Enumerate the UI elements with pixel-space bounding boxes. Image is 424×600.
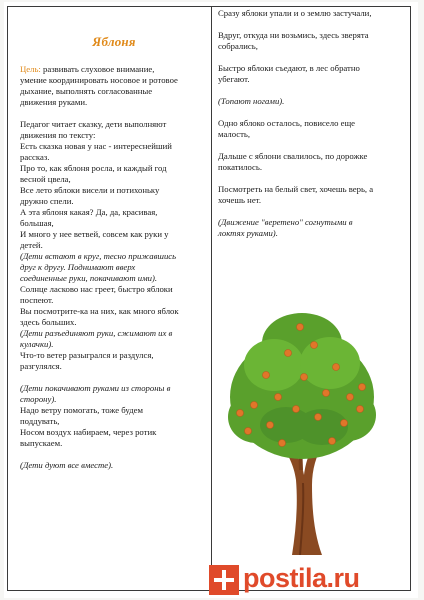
apple-tree-illustration	[226, 305, 378, 555]
column-divider	[211, 6, 212, 590]
story-line: Быстро яблоки съедают, в лес обратно	[218, 63, 360, 73]
document-title: Яблоня	[92, 34, 136, 49]
story-line: Одно яблоко осталось, повисело еще	[218, 118, 356, 128]
tree-crown	[228, 313, 376, 459]
story-line: Посмотреть на белый свет, хочешь верь, а	[218, 184, 374, 194]
stage-direction: (Топают ногами).	[218, 96, 285, 106]
story-line: Сразу яблоки упали и о землю застучали,	[218, 8, 372, 18]
goal-paragraph: Цель: развивать слуховое внимание,	[20, 64, 155, 74]
story-line: Вдруг, откуда ни возьмись, здесь зверята	[218, 30, 369, 40]
story-line: Дальше с яблони свалилось, по дорожке	[218, 151, 368, 161]
stage-direction: (Дети разъединяют руки, сжимают их в	[20, 328, 173, 338]
watermark-text: postila.ru	[243, 563, 360, 593]
stage-direction: (Дети дуют все вместе).	[20, 460, 114, 470]
left-column: Яблоня Цель: развивать слуховое внимание, умение координировать носовое и ротовое дыхание, выполнять согласованные движения руками. Педагог читает сказку, дети выполняют движения по тексту: Есть сказка новая у нас - интереснейший рассказ. Про то, как яблоня росла, и каждый год весной цвела, Все лето яблоки висели и потихоньку дружно спели. А эта яблоня какая? Да, да, красивая, большая, И много у нее ветвей, совсем как руки у детей. (Дети встают в круг, тесно прижавшись друг к другу. Поднимают вверх соединенные руки, покачивают ими). Солнце ласково нас греет, быстро яблоки поспеют. Вы посмотрите-ка на них, как много яблок здесь больших. (Дети разъединяют руки, сжимают их в кулачки). Что-то ветер разыгрался и раздулся, разгулялся. (Дети покачивают руками из стороны в сторону). Надо ветру помогать, тоже будем поддувать, Носом воздух набираем, через ротик выпускаем. (Дети дуют все вместе).	[20, 8, 208, 588]
stage-direction: (Дети покачивают руками из стороны в	[20, 383, 171, 393]
goal-label: Цель:	[20, 64, 41, 74]
story-line: Есть сказка новая у нас - интереснейший	[20, 141, 172, 151]
story-line: Надо ветру помогать, тоже будем	[20, 405, 143, 415]
story-line: Солнце ласково нас греет, быстро яблоки	[20, 284, 173, 294]
intro-line: Педагог читает сказку, дети выполняют	[20, 119, 167, 129]
story-line: Что-то ветер разыгрался и раздулся,	[20, 350, 154, 360]
watermark-plus-icon	[209, 565, 239, 595]
stage-direction: (Дети встают в круг, тесно прижавшись	[20, 251, 177, 261]
stage-direction: (Движение "веретено" согнутыми в	[218, 217, 353, 227]
right-column: Сразу яблоки упали и о землю застучали, Вдруг, откуда ни возьмись, здесь зверята собрались, Быстро яблоки съедают, в лес обратно убегают. (Топают ногами). Одно яблоко осталось, повисело еще малость, Дальше с яблони свалилось, по дорожке покатилось. Посмотреть на белый свет, хочешь верь, а хочешь нет. (Движение "веретено" согнутыми в локтях руками).	[218, 8, 404, 258]
